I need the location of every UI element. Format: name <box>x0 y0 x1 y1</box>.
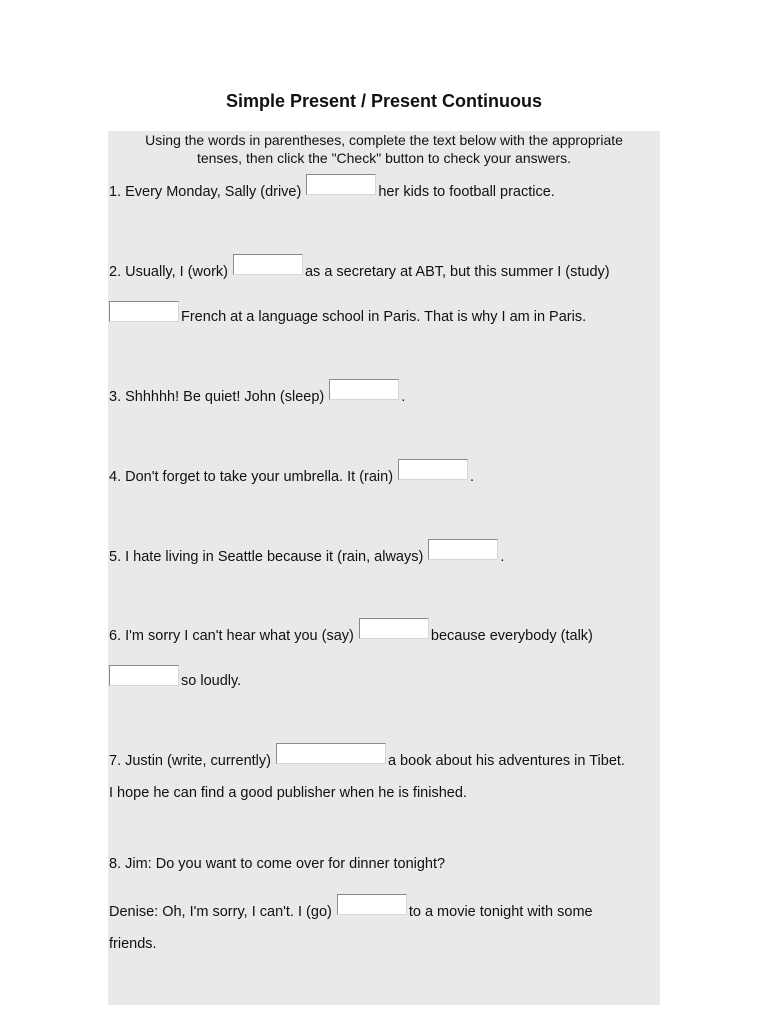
question-7-text-b: a book about his adventures in Tibet. <box>387 753 625 769</box>
question-1 <box>109 180 555 201</box>
instructions-line-1: Using the words in parentheses, complete the text below with the appropriate <box>145 132 623 148</box>
question-8-text-a: 8. Jim: Do you want to come over for dinner tonight? <box>109 856 446 872</box>
question-7-text-a: 7. Justin (write, currently) <box>109 753 271 769</box>
question-5-text-a: 5. I hate living in Seattle because it (rain, always) <box>109 549 424 565</box>
question-4-text-b: . <box>470 469 475 485</box>
question-6-text-b: because everybody (talk) <box>430 628 593 644</box>
question-1-text-a: 1. Every Monday, Sally (drive) <box>109 184 302 200</box>
question-2-text-b: as a secretary at ABT, but this summer I (study) <box>304 264 610 280</box>
question-8-continued <box>109 900 593 921</box>
instructions-line-2: tenses, then click the "Check" button to check your answers. <box>196 150 572 166</box>
answer-6b-input[interactable] <box>109 665 179 686</box>
question-2-text-c: French at a language school in Paris. That is why I am in Paris. <box>181 309 587 325</box>
question-8-last-line <box>109 935 157 953</box>
page-title: Simple Present / Present Continuous <box>225 91 543 111</box>
question-3-text-b: . <box>401 389 406 405</box>
question-2-text-a: 2. Usually, I (work) <box>109 264 228 280</box>
answer-5-input[interactable] <box>428 539 498 560</box>
question-7-text-c: I hope he can find a good publisher when he is finished. <box>109 785 467 801</box>
question-6 <box>109 624 593 645</box>
question-2-continued <box>109 305 586 326</box>
answer-7-input[interactable] <box>276 743 386 764</box>
answer-3-input[interactable] <box>329 379 399 400</box>
answer-6a-input[interactable] <box>359 618 429 639</box>
answer-2b-input[interactable] <box>109 301 179 322</box>
question-8-text-b: Denise: Oh, I'm sorry, I can't. I (go) <box>109 904 332 920</box>
answer-8-input[interactable] <box>337 894 407 915</box>
question-5-text-b: . <box>500 549 505 565</box>
answer-4-input[interactable] <box>398 459 468 480</box>
question-2 <box>109 260 610 281</box>
answer-2a-input[interactable] <box>233 254 303 275</box>
question-6-continued <box>109 669 241 690</box>
question-5 <box>109 545 504 566</box>
question-8-text-d: friends. <box>109 936 157 952</box>
question-7 <box>109 749 625 770</box>
question-6-text-a: 6. I'm sorry I can't hear what you (say) <box>109 628 354 644</box>
question-3-text-a: 3. Shhhhh! Be quiet! John (sleep) <box>109 389 325 405</box>
answer-1-input[interactable] <box>306 174 376 195</box>
question-8-text-c: to a movie tonight with some <box>408 904 593 920</box>
question-4 <box>109 465 474 486</box>
question-3 <box>109 385 405 406</box>
instructions <box>108 131 660 167</box>
question-7-continued <box>109 784 467 802</box>
question-1-text-b: her kids to football practice. <box>378 184 555 200</box>
question-8 <box>109 855 445 873</box>
question-4-text-a: 4. Don't forget to take your umbrella. It (rain) <box>109 469 394 485</box>
question-6-text-c: so loudly. <box>181 673 242 689</box>
